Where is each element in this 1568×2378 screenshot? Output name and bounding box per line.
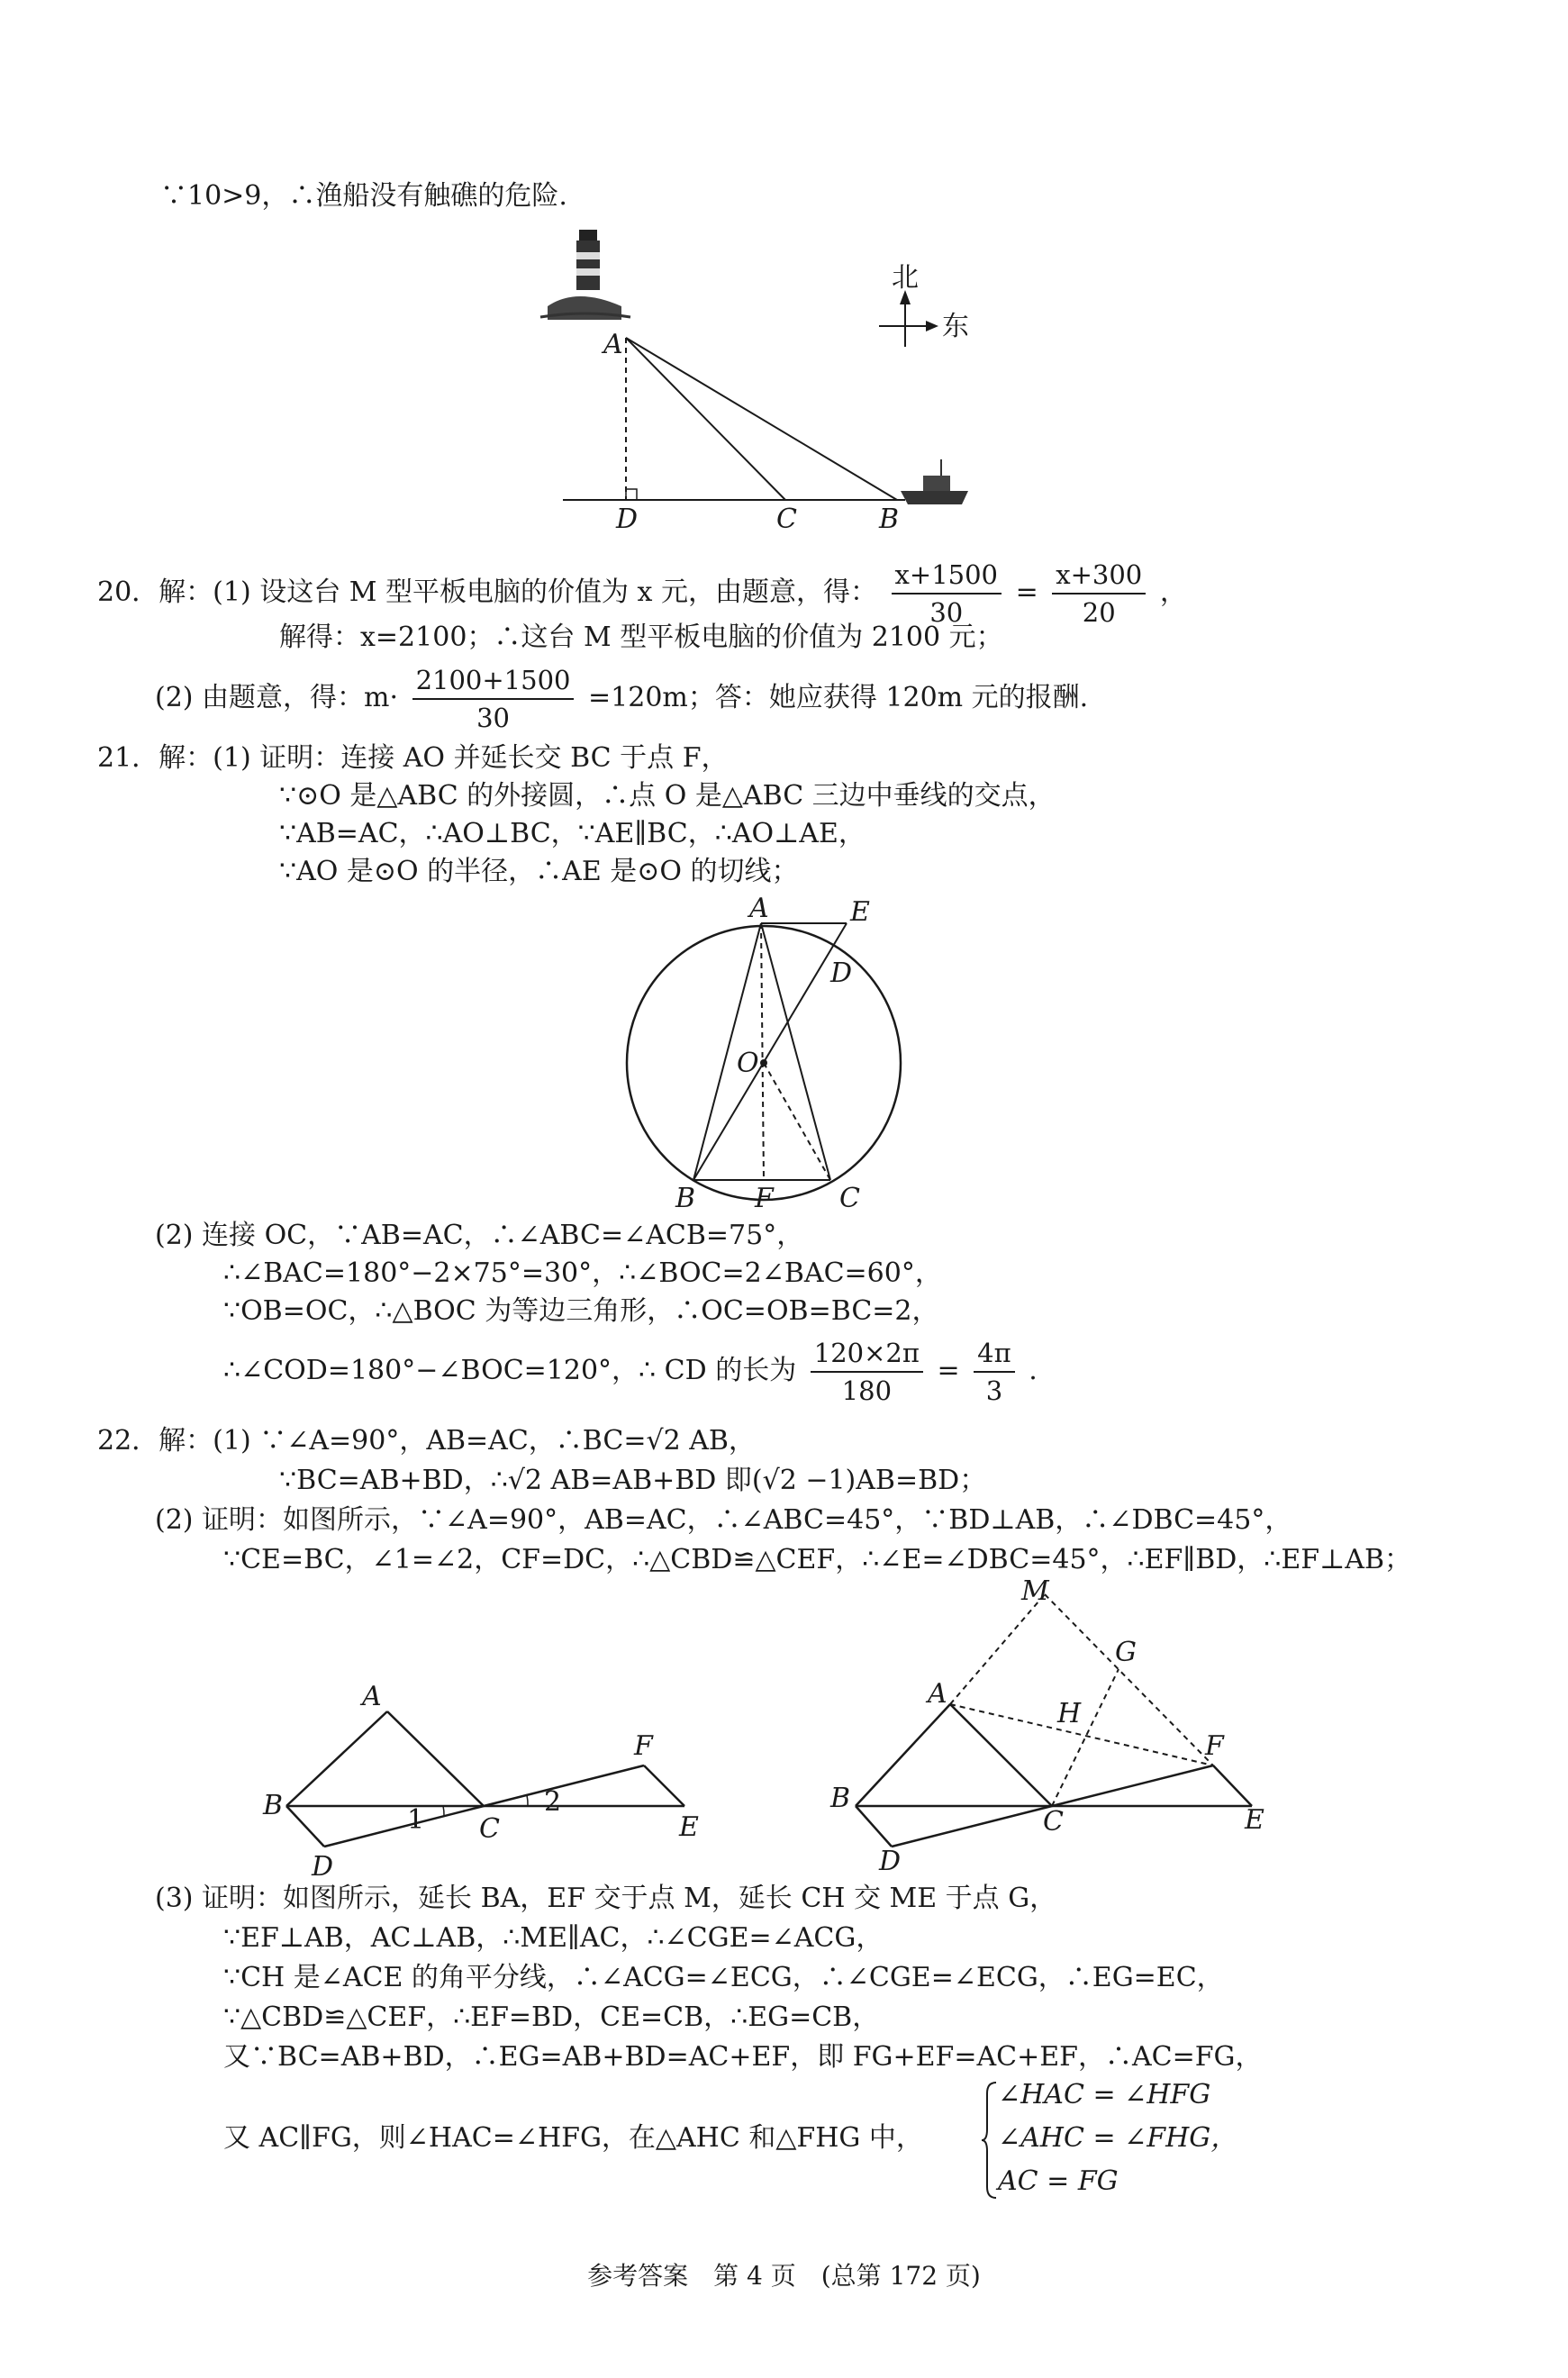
q22-line6: ∵EF⊥AB，AC⊥AB，∴ME∥AC，∴∠CGE=∠ACG， (223, 1922, 884, 1954)
l-label-D: D (312, 1851, 334, 1883)
q22-line1: 22．解：(1) ∵∠A=90°，AB=AC，∴BC=√2 AB， (97, 1425, 756, 1457)
case-line1: ∠HAC = ∠HFG (998, 2079, 1211, 2110)
conclusion-line: ∵10>9，∴渔船没有触礁的危险. (160, 180, 567, 212)
r-label-M: M (1021, 1575, 1049, 1607)
label-A: A (603, 329, 623, 360)
l-label-C: C (479, 1813, 500, 1845)
c-label-A: A (749, 893, 769, 924)
c-label-O: O (737, 1048, 759, 1079)
label-D: D (616, 504, 639, 535)
q21-line2: ∵⊙O 是△ABC 的外接圆，∴点 O 是△ABC 三边中垂线的交点， (279, 780, 1056, 812)
c-label-C: C (839, 1183, 860, 1214)
q22-line9: 又∵BC=AB+BD，∴EG=AB+BD=AC+EF，即 FG+EF=AC+EF，∴AC=FG， (223, 2041, 1263, 2073)
r-label-C: C (1043, 1806, 1064, 1838)
label-north: 北 (892, 262, 919, 294)
q22-line3: (2) 证明：如图所示，∵∠A=90°，AB=AC，∴∠ABC=45°，∵BD⊥AB，∴∠DBC=45°， (155, 1504, 1292, 1536)
r-label-D: D (879, 1846, 902, 1877)
q21-line8: ∴∠COD=180°−∠BOC=120°，∴ CD 的长为 $\frac{120\times 2\pi}{180}$ = $\frac{4\pi}{3}$ . (223, 1335, 1038, 1409)
q22-line7: ∵CH 是∠ACE 的角平分线，∴∠ACG=∠ECG，∴∠CGE=∠ECG，∴EG=EC， (223, 1962, 1224, 1993)
q20-line2: 解得：x=2100；∴这台 M 型平板电脑的价值为 2100 元； (279, 622, 1003, 653)
q20-line3: (2) 由题意，得：m· $\frac{2100+1500}{30}$ =120m；答：她应获得 120m 元的报酬. (155, 662, 1088, 736)
label-C: C (776, 504, 797, 535)
q22-line10: 又 AC∥FG，则∠HAC=∠HFG，在△AHC 和△FHG 中， (223, 2122, 923, 2154)
r-label-B: B (830, 1783, 851, 1814)
q22-line5: (3) 证明：如图所示，延长 BA，EF 交于点 M，延长 CH 交 ME 于点 G， (155, 1883, 1057, 1914)
c-label-B: B (675, 1183, 696, 1214)
c-label-F: F (755, 1183, 774, 1214)
r-label-E: E (1245, 1804, 1264, 1836)
page-footer: 参考答案 第 4 页 (总第 172 页) (587, 2261, 981, 2291)
l-label-1: 1 (407, 1804, 425, 1836)
case-brace (982, 2081, 998, 2200)
q21-line5: (2) 连接 OC，∵AB=AC，∴∠ABC=∠ACB=75°， (155, 1220, 804, 1251)
r-label-G: G (1115, 1637, 1137, 1668)
q21-line1: 21．解：(1) 证明：连接 AO 并延长交 BC 于点 F， (97, 742, 729, 774)
r-label-F: F (1205, 1730, 1224, 1762)
figure-left (262, 1681, 699, 1883)
q22-line4: ∵CE=BC，∠1=∠2，CF=DC，∴△CBD≌△CEF，∴∠E=∠DBC=45°，∴EF∥BD，∴EF⊥AB； (223, 1544, 1412, 1575)
label-B: B (879, 504, 900, 535)
case-line2: ∠AHC = ∠FHG， (998, 2122, 1238, 2154)
c-label-D: D (830, 958, 853, 989)
l-label-A: A (362, 1681, 382, 1712)
q20-line1: 20．解：(1) 设这台 M 型平板电脑的价值为 x 元，由题意，得： $\frac{x+1500}{30}$ = $\frac{x+300}{20}$ ， (97, 557, 1187, 631)
l-label-2: 2 (544, 1786, 562, 1818)
c-label-E: E (850, 896, 870, 928)
l-label-E: E (679, 1811, 699, 1843)
figure-right (829, 1575, 1264, 1877)
q21-line3: ∵AB=AC，∴AO⊥BC，∵AE∥BC，∴AO⊥AE， (279, 818, 866, 849)
q22-line2: ∵BC=AB+BD，∴√2 AB=AB+BD 即(√2 −1)AB=BD； (279, 1465, 987, 1496)
l-label-F: F (634, 1730, 653, 1762)
q22-line8: ∵△CBD≌△CEF，∴EF=BD，CE=CB，∴EG=CB， (223, 2001, 880, 2033)
q21-line7: ∵OB=OC，∴△BOC 为等边三角形，∴OC=OB=BC=2， (223, 1295, 939, 1327)
case-line3: AC = FG (998, 2165, 1119, 2197)
r-label-H: H (1057, 1698, 1082, 1729)
l-label-B: B (263, 1790, 284, 1821)
label-east: 东 (942, 311, 969, 342)
r-label-A: A (928, 1678, 947, 1710)
q21-line4: ∵AO 是⊙O 的半径，∴AE 是⊙O 的切线； (279, 856, 799, 887)
q21-line6: ∴∠BAC=180°−2×75°=30°，∴∠BOC=2∠BAC=60°， (223, 1257, 942, 1289)
